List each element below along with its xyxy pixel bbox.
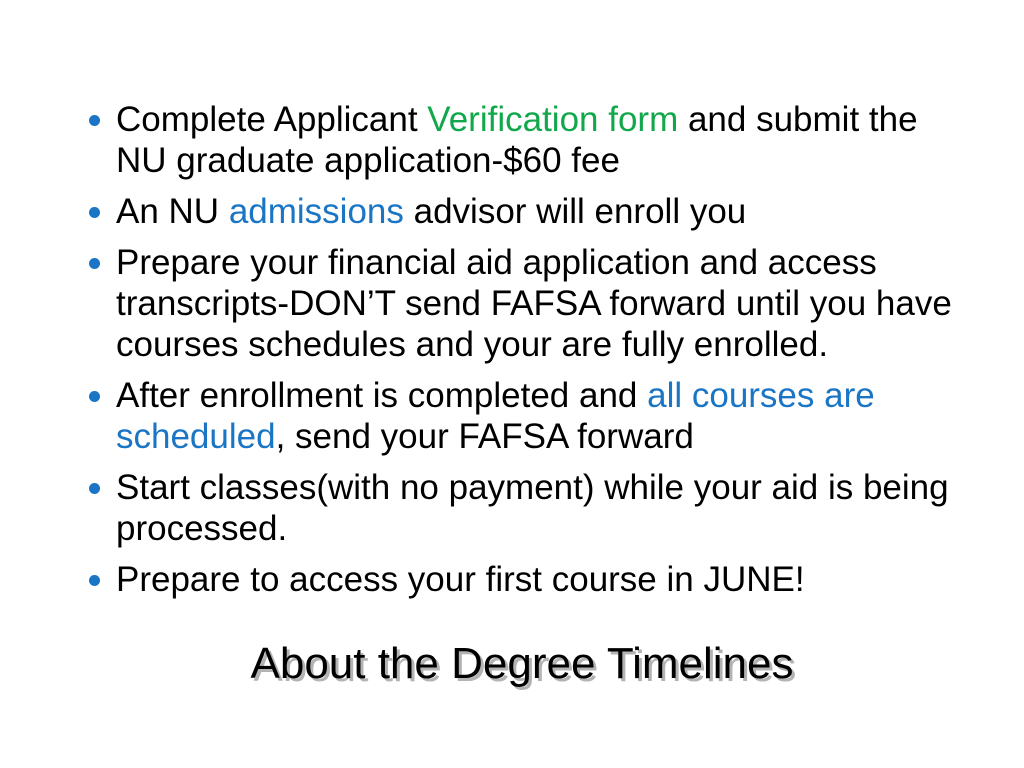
bullet-item-verification <box>88 99 968 181</box>
bullet-text: Prepare your financial aid application and access transcripts-DON’T send FAFSA forward until you have courses schedules and your are fully enrolled. <box>116 243 952 364</box>
bullet-item-start-classes <box>88 467 968 549</box>
bullet-text: An NU <box>116 192 229 231</box>
bullet-text-after: and submit the NU graduate application-$60 fee <box>116 100 918 180</box>
bullet-list <box>88 99 968 610</box>
bullet-item-enrollment <box>88 375 968 457</box>
bullet-text: Complete Applicant <box>116 100 428 139</box>
verification-form-link[interactable]: Verification form <box>427 100 679 139</box>
bullet-text: Prepare to access your first course in JUNE! <box>116 560 805 599</box>
bullet-text: Start classes(with no payment) while your aid is being processed. <box>116 468 949 548</box>
bullet-text-after: advisor will enroll you <box>403 192 747 231</box>
all-courses-scheduled-link[interactable]: all courses are scheduled <box>116 376 875 456</box>
bullet-text-after: , send your FAFSA forward <box>275 417 694 456</box>
bullet-text: After enrollment is completed and <box>116 376 648 415</box>
bullet-dot-icon <box>89 258 100 269</box>
bullet-dot-icon <box>89 207 100 218</box>
bullet-item-advisor <box>88 191 968 232</box>
bullet-dot-icon <box>89 483 100 494</box>
bullet-item-first-course <box>88 559 968 600</box>
bullet-dot-icon <box>89 391 100 402</box>
admissions-link[interactable]: admissions <box>228 192 404 231</box>
bullet-dot-icon <box>89 115 100 126</box>
bullet-item-financial-aid <box>88 242 968 365</box>
slide-title: About the Degree Timelines <box>250 639 794 688</box>
bullet-dot-icon <box>89 575 100 586</box>
